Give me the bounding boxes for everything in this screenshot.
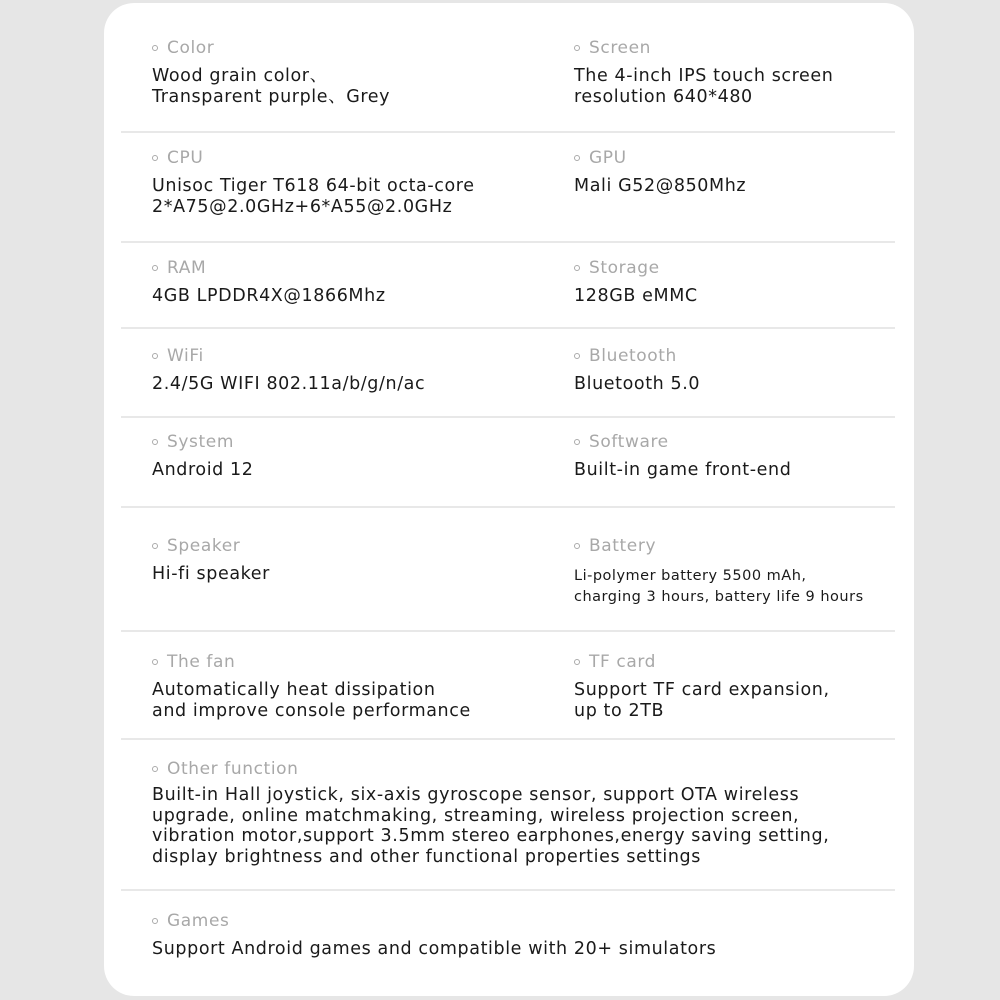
spec-value-tf-card: Support TF card expansion, up to 2TB	[574, 680, 830, 721]
spec-value-system: Android 12	[152, 460, 254, 480]
bullet-icon	[574, 543, 580, 549]
bullet-icon	[574, 659, 580, 665]
spec-system	[152, 432, 557, 481]
row-divider	[121, 738, 895, 740]
spec-label-wifi	[152, 346, 557, 366]
bullet-icon	[152, 659, 158, 665]
spec-label-speaker-text: Speaker	[167, 536, 241, 556]
spec-label-screen-text: Screen	[589, 38, 652, 58]
spec-label-gpu	[574, 148, 894, 168]
spec-label-games-text: Games	[167, 911, 230, 931]
spec-wifi	[152, 346, 557, 395]
bullet-icon	[574, 265, 580, 271]
spec-label-system	[152, 432, 557, 452]
bullet-icon	[152, 353, 158, 359]
spec-software	[574, 432, 894, 481]
row-divider	[121, 889, 895, 891]
spec-label-storage-text: Storage	[589, 258, 660, 278]
spec-bluetooth	[574, 346, 894, 395]
spec-value-screen: The 4-inch IPS touch screen resolution 640*480	[574, 66, 834, 107]
spec-label-games	[152, 911, 892, 931]
spec-label-speaker	[152, 536, 557, 556]
spec-fan	[152, 652, 557, 722]
spec-color	[152, 38, 557, 108]
spec-label-color	[152, 38, 557, 58]
row-divider	[121, 630, 895, 632]
bullet-icon	[152, 439, 158, 445]
spec-value-other-function: Built-in Hall joystick, six-axis gyroscope sensor, support OTA wireless upgrade, online matchmaking, streaming, wireless projection screen, vibration motor,support 3.5mm stereo earphones,energy saving setting, display brightness and other functional properties settings	[152, 785, 830, 867]
spec-value-ram: 4GB LPDDR4X@1866Mhz	[152, 286, 386, 306]
row-divider	[121, 416, 895, 418]
spec-value-battery: Li-polymer battery 5500 mAh, charging 3 hours, battery life 9 hours	[574, 568, 864, 605]
spec-other-function	[152, 759, 892, 867]
spec-label-battery-text: Battery	[589, 536, 657, 556]
spec-value-speaker: Hi-fi speaker	[152, 564, 270, 584]
spec-ram	[152, 258, 557, 307]
spec-screen	[574, 38, 894, 108]
spec-tf-card	[574, 652, 894, 722]
bullet-icon	[574, 439, 580, 445]
spec-speaker	[152, 536, 557, 585]
row-divider	[121, 327, 895, 329]
bullet-icon	[152, 543, 158, 549]
bullet-icon	[152, 155, 158, 161]
spec-label-ram-text: RAM	[167, 258, 207, 278]
spec-value-fan: Automatically heat dissipation and improve console performance	[152, 680, 471, 721]
spec-value-games: Support Android games and compatible with 20+ simulators	[152, 939, 717, 959]
spec-cpu	[152, 148, 557, 218]
spec-value-gpu: Mali G52@850Mhz	[574, 176, 747, 196]
spec-label-color-text: Color	[167, 38, 215, 58]
spec-value-wifi: 2.4/5G WIFI 802.11a/b/g/n/ac	[152, 374, 426, 394]
bullet-icon	[574, 45, 580, 51]
spec-label-screen	[574, 38, 894, 58]
bullet-icon	[152, 45, 158, 51]
spec-label-software-text: Software	[589, 432, 669, 452]
spec-label-gpu-text: GPU	[589, 148, 627, 168]
spec-label-ram	[152, 258, 557, 278]
row-divider	[121, 131, 895, 133]
spec-value-storage: 128GB eMMC	[574, 286, 698, 306]
spec-label-bluetooth-text: Bluetooth	[589, 346, 677, 366]
row-divider	[121, 506, 895, 508]
spec-card	[104, 3, 914, 996]
spec-label-software	[574, 432, 894, 452]
spec-games	[152, 911, 892, 960]
row-divider	[121, 241, 895, 243]
bullet-icon	[152, 265, 158, 271]
spec-label-other-function	[152, 759, 892, 779]
spec-label-storage	[574, 258, 894, 278]
spec-label-tf-card	[574, 652, 894, 672]
spec-value-bluetooth: Bluetooth 5.0	[574, 374, 701, 394]
spec-label-fan	[152, 652, 557, 672]
bullet-icon	[152, 766, 158, 772]
spec-label-other-function-text: Other function	[167, 759, 299, 779]
spec-label-system-text: System	[167, 432, 234, 452]
spec-gpu	[574, 148, 894, 197]
spec-label-wifi-text: WiFi	[167, 346, 204, 366]
spec-value-color: Wood grain color、 Transparent purple、Grey	[152, 66, 391, 107]
spec-battery	[574, 536, 894, 608]
spec-label-battery	[574, 536, 894, 556]
spec-value-cpu: Unisoc Tiger T618 64-bit octa-core 2*A75@2.0GHz+6*A55@2.0GHz	[152, 176, 475, 217]
spec-label-bluetooth	[574, 346, 894, 366]
bullet-icon	[574, 155, 580, 161]
bullet-icon	[152, 918, 158, 924]
spec-label-fan-text: The fan	[167, 652, 236, 672]
bullet-icon	[574, 353, 580, 359]
spec-storage	[574, 258, 894, 307]
spec-value-software: Built-in game front-end	[574, 460, 792, 480]
spec-label-cpu-text: CPU	[167, 148, 204, 168]
spec-label-tf-card-text: TF card	[589, 652, 657, 672]
spec-label-cpu	[152, 148, 557, 168]
